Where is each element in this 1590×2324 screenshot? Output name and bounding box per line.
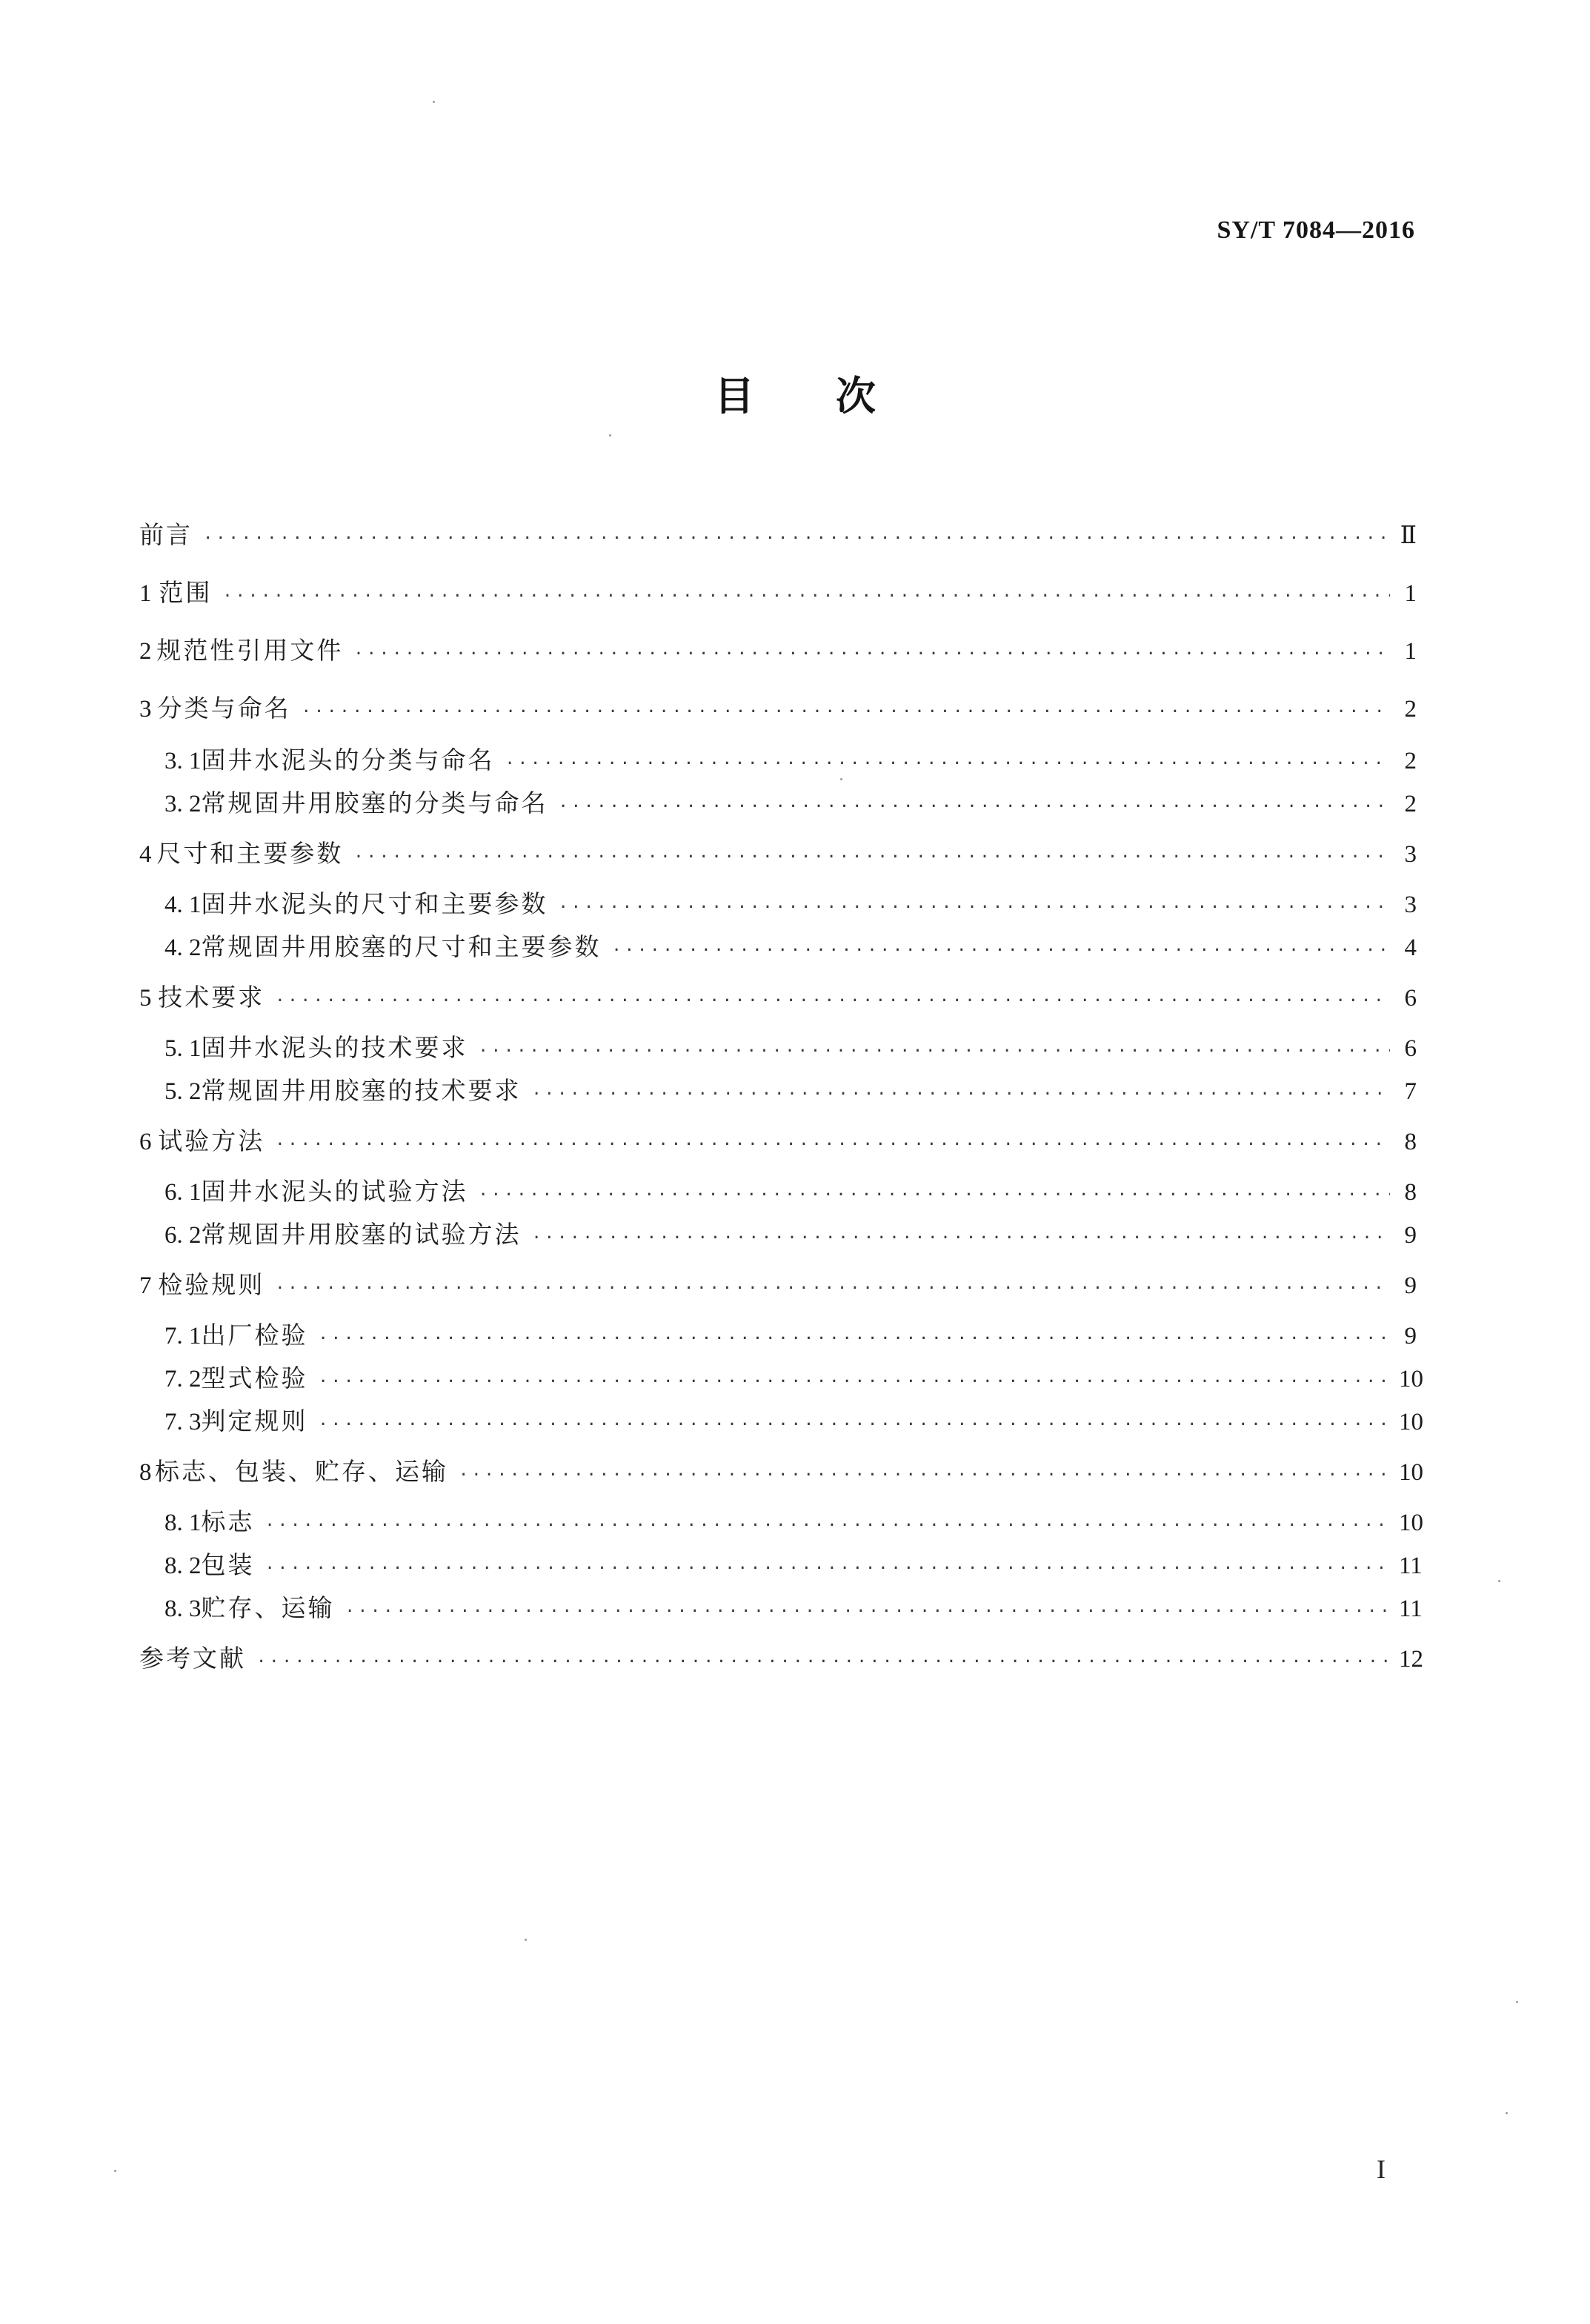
toc-entry-number: 8. 1	[164, 1510, 202, 1536]
toc-entry-page: 1	[1404, 638, 1417, 665]
toc-entry-page: Ⅱ	[1400, 522, 1417, 549]
toc-entry-number: 7	[139, 1272, 152, 1299]
toc-entry-label: 固井水泥头的技术要求	[201, 1033, 468, 1062]
toc-entry-page: 9	[1404, 1323, 1417, 1349]
toc-entry-page: 3	[1404, 892, 1417, 918]
toc-entry[interactable]	[139, 1125, 1417, 1158]
scan-speck	[1498, 1580, 1500, 1582]
toc-entry-number: 4	[139, 841, 152, 868]
toc-entry-number: 7. 1	[164, 1323, 202, 1349]
toc-entry-number: 6	[139, 1129, 152, 1155]
title-char-1: 目	[714, 373, 754, 419]
toc-entry-number: 5. 1	[164, 1035, 202, 1062]
toc-entry-page: 9	[1404, 1272, 1417, 1299]
toc-entry-number: 6. 1	[164, 1179, 202, 1206]
toc-entry[interactable]	[164, 1506, 1423, 1538]
toc-entry-number: 6. 2	[164, 1222, 202, 1249]
toc-entry-page: 12	[1399, 1646, 1423, 1673]
scan-speck	[1506, 2112, 1508, 2114]
toc-entry-page: 2	[1404, 748, 1417, 774]
toc-entry-number: 8. 2	[164, 1553, 202, 1579]
toc-entry-label: 范围	[159, 578, 213, 607]
dot-leader	[203, 522, 1390, 555]
toc-entry-page: 10	[1399, 1366, 1423, 1392]
toc-entry-label: 常规固井用胶塞的尺寸和主要参数	[201, 932, 602, 961]
toc-entry[interactable]	[164, 1549, 1423, 1581]
toc-entry-page: 6	[1404, 985, 1417, 1012]
toc-entry[interactable]	[164, 1592, 1423, 1624]
toc-entry[interactable]	[139, 634, 1417, 667]
toc-entry-page: 11	[1399, 1553, 1423, 1579]
dot-leader	[275, 1272, 1390, 1305]
toc-entry[interactable]	[164, 1405, 1423, 1438]
toc-entry-page: 11	[1399, 1596, 1423, 1622]
dot-leader	[345, 1596, 1391, 1628]
toc-entry-label: 固井水泥头的试验方法	[201, 1177, 468, 1206]
dot-leader	[612, 934, 1391, 967]
toc-entry-number: 7. 2	[164, 1366, 202, 1392]
title-char-2: 次	[836, 373, 876, 419]
toc-entry-page: 10	[1399, 1510, 1423, 1536]
toc-entry-page: 7	[1404, 1078, 1417, 1105]
toc-entry[interactable]	[164, 888, 1417, 920]
dot-leader	[275, 985, 1390, 1017]
toc-entry-number: 4. 1	[164, 892, 202, 918]
dot-leader	[265, 1553, 1391, 1585]
toc-entry-label: 贮存、运输	[201, 1593, 335, 1622]
dot-leader	[302, 696, 1390, 728]
toc-entry[interactable]	[139, 1269, 1417, 1301]
dot-leader	[319, 1366, 1391, 1398]
toc-entry[interactable]	[164, 931, 1417, 963]
toc-entry[interactable]	[139, 519, 1417, 551]
toc-entry[interactable]	[164, 744, 1417, 777]
toc-entry-label: 尺寸和主要参数	[156, 839, 344, 868]
dot-leader	[256, 1646, 1390, 1679]
toc-entry-number: 3. 1	[164, 748, 202, 774]
dot-leader	[275, 1129, 1390, 1161]
toc-entry[interactable]	[139, 981, 1417, 1014]
toc-entry-number: 2	[139, 638, 152, 665]
toc-entry-number: 3. 2	[164, 791, 202, 817]
document-code: SY/T 7084—2016	[1217, 216, 1415, 244]
toc-entry-number: 1	[139, 580, 152, 607]
toc-entry-page: 6	[1404, 1035, 1417, 1062]
toc-entry-page: 9	[1404, 1222, 1417, 1249]
toc-entry-number: 7. 3	[164, 1409, 202, 1435]
toc-entry-label: 常规固井用胶塞的试验方法	[201, 1220, 522, 1249]
toc-entry-label: 检验规则	[158, 1270, 265, 1299]
toc-entry[interactable]	[139, 577, 1417, 609]
toc-entry-page: 2	[1404, 696, 1417, 723]
scan-speck	[1516, 2001, 1518, 2003]
toc-entry-label: 前言	[139, 520, 193, 549]
page-number: I	[1377, 2154, 1386, 2184]
scan-speck	[114, 2170, 116, 2172]
dot-leader	[479, 1179, 1391, 1212]
dot-leader	[505, 748, 1391, 780]
toc-entry[interactable]	[139, 692, 1417, 725]
toc-entry[interactable]	[164, 1319, 1417, 1352]
toc-entry-label: 型式检验	[201, 1364, 308, 1392]
toc-entry-number: 4. 2	[164, 934, 202, 961]
toc-entry-label: 标志、包装、贮存、运输	[155, 1457, 449, 1486]
toc-entry[interactable]	[164, 787, 1417, 820]
toc-entry-page: 8	[1404, 1129, 1417, 1155]
dot-leader	[479, 1035, 1391, 1068]
toc-entry-label: 常规固井用胶塞的技术要求	[201, 1076, 522, 1105]
toc-entry-page: 2	[1404, 791, 1417, 817]
dot-leader	[319, 1323, 1391, 1355]
toc-entry-page: 4	[1404, 934, 1417, 961]
dot-leader	[265, 1510, 1391, 1542]
toc-entry[interactable]	[139, 1455, 1423, 1488]
toc-entry-label: 标志	[201, 1507, 255, 1536]
toc-entry[interactable]	[139, 1642, 1423, 1675]
toc-entry-label: 固井水泥头的分类与命名	[201, 746, 495, 774]
toc-entry-number: 3	[139, 696, 152, 723]
toc-entry[interactable]	[164, 1075, 1417, 1107]
toc-entry-page: 10	[1399, 1459, 1423, 1486]
dot-leader	[222, 580, 1390, 613]
dot-leader	[559, 892, 1391, 924]
scan-speck	[609, 434, 611, 436]
toc-entry-label: 技术要求	[158, 983, 265, 1012]
dot-leader	[319, 1409, 1391, 1441]
toc-entry-number: 8. 3	[164, 1596, 202, 1622]
toc-entry[interactable]	[164, 1218, 1417, 1251]
dot-leader	[532, 1222, 1391, 1255]
dot-leader	[353, 841, 1390, 874]
toc-entry-label: 分类与命名	[157, 694, 291, 723]
toc-entry-number: 5	[139, 985, 152, 1012]
dot-leader	[459, 1459, 1390, 1492]
toc-entry-page: 10	[1399, 1409, 1423, 1435]
scan-speck	[525, 1939, 527, 1941]
dot-leader	[532, 1078, 1391, 1111]
dot-leader	[353, 638, 1390, 671]
toc-entry[interactable]	[164, 1362, 1423, 1395]
toc-entry-number: 8	[139, 1459, 152, 1486]
toc-entry-page: 8	[1404, 1179, 1417, 1206]
dot-leader	[559, 791, 1391, 823]
toc-entry-label: 出厂检验	[201, 1321, 308, 1349]
toc-entry-label: 判定规则	[201, 1407, 308, 1435]
toc-entry[interactable]	[164, 1175, 1417, 1208]
toc-entry-page: 3	[1404, 841, 1417, 868]
toc-entry-label: 常规固井用胶塞的分类与命名	[201, 788, 548, 817]
toc-entry-label: 规范性引用文件	[156, 636, 344, 665]
toc-entry-label: 参考文献	[139, 1644, 246, 1673]
scan-speck	[840, 778, 842, 780]
toc-entry-page: 1	[1404, 580, 1417, 607]
toc-entry[interactable]	[139, 837, 1417, 870]
toc-entry[interactable]	[164, 1032, 1417, 1064]
toc-entry-label: 试验方法	[158, 1126, 265, 1155]
toc-entry-label: 固井水泥头的尺寸和主要参数	[201, 889, 548, 918]
toc-entry-label: 包装	[201, 1550, 255, 1579]
toc-entry-number: 5. 2	[164, 1078, 202, 1105]
scan-speck	[433, 101, 435, 103]
